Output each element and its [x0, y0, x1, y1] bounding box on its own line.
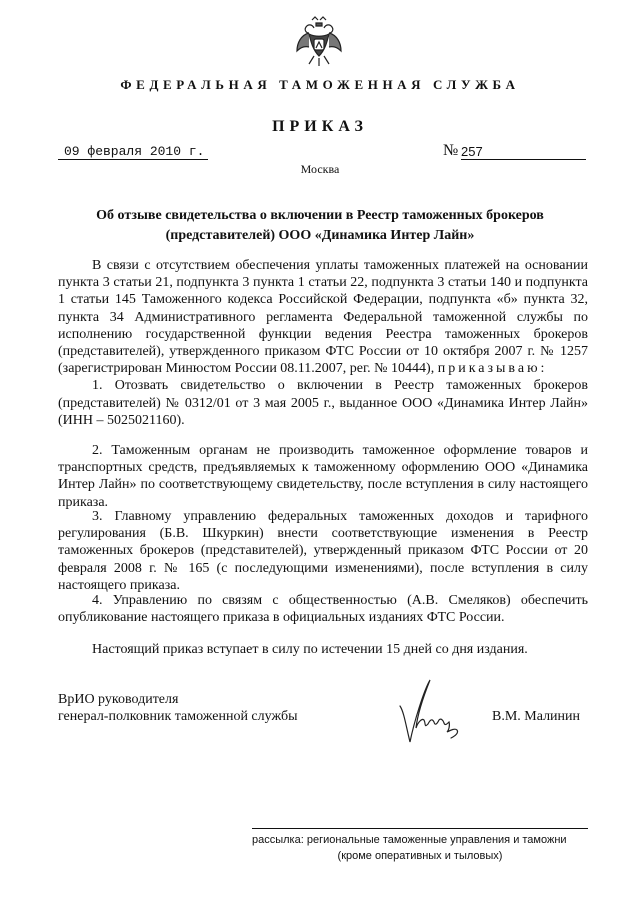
signatory-role-line-1: ВрИО руководителя [58, 692, 179, 707]
subject-line-2: (представителей) ООО «Динамика Интер Лайн» [165, 228, 475, 243]
subject-line-1: Об отзыве свидетельства о включении в Реестр таможенных брокеров [96, 208, 544, 223]
distribution-line-1: рассылка: региональные таможенные управления и таможни [252, 834, 567, 846]
city: Москва [300, 162, 340, 176]
agency-name: ФЕДЕРАЛЬНАЯ ТАМОЖЕННАЯ СЛУЖБА [120, 77, 520, 92]
handwritten-signature [392, 676, 478, 758]
closing-statement: Настоящий приказ вступает в силу по истечении 15 дней со дня издания. [92, 642, 528, 657]
order-date: 09 февраля 2010 г. [58, 145, 208, 160]
order-number: 257 [461, 145, 586, 160]
number-sign: № [443, 142, 459, 159]
distribution-divider [252, 828, 588, 829]
preamble-paragraph [58, 257, 588, 429]
item-3: 3. Главному управлению федеральных таможенных доходов и тарифного регулирования (Б.В. Шкуркин) внести соответствующие изменения в Реестр таможенных брокеров (представителей), утвержденный приказом ФТС России от 20 февраля 2008 г. № 165 (с последующими изменениями), после вступления в силу настоящего приказа. [58, 509, 588, 593]
signatory-role-line-2: генерал-полковник таможенной службы [58, 709, 298, 724]
preamble-text: В связи с отсутствием обеспечения уплаты таможенных платежей на основании пункта 3 статьи 21, подпункта 3 пункта 1 статьи 22, подпункта 3 статьи 140 и подпункта 1 статьи 145 Таможенного кодекса Российской Федерации, подпункта «б» пункта 32, пункта 34 Административного регламента Федеральной таможенной службы по исполнению государственной функции ведения Реестра таможенных брокеров (представителей), утвержденного приказом ФТС России от 10 октября 2007 г. № 1257 (зарегистрирован Минюстом России 08.11.2007, рег. № 10444), [58, 258, 588, 377]
signatory-name: В.М. Малинин [492, 709, 581, 724]
item-4: 4. Управлению по связям с общественностью (А.В. Смеляков) обеспечить опубликование настоящего приказа в официальных изданиях ФТС России. [58, 593, 588, 626]
item-1: 1. Отозвать свидетельство о включении в Реестр таможенных брокеров (представителей) № 0312/01 от 3 мая 2005 г., выданное ООО «Динамика Интер Лайн» (ИНН – 5025021160). [58, 378, 588, 428]
command-word: приказываю: [437, 361, 548, 377]
document-type: ПРИКАЗ [272, 118, 368, 135]
coat-of-arms-icon [294, 14, 344, 70]
item-2: 2. Таможенным органам не производить таможенное оформление товаров и транспортных средств, предъявляемых к таможенному оформлению ООО «Динамика Интер Лайн» по соответствующему свидетельству, после вступления в силу настоящего приказа. [58, 443, 588, 510]
distribution-line-2: (кроме оперативных и тыловых) [337, 850, 503, 862]
